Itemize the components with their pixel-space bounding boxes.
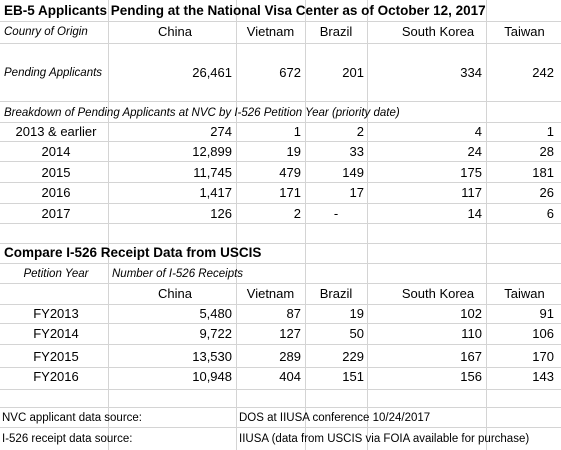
- compare-value: 170: [532, 349, 554, 364]
- compare-year: FY2013: [33, 306, 79, 321]
- breakdown-year: 2015: [41, 165, 71, 180]
- source-value: IIUSA (data from USCIS via FOIA available for purchase): [239, 433, 530, 445]
- pending-value: 242: [532, 65, 554, 80]
- compare-value: 127: [279, 326, 301, 341]
- breakdown-year: 2017: [41, 206, 71, 221]
- grid-line: [0, 344, 561, 345]
- grid-line: [0, 407, 561, 408]
- compare-value: 13,530: [192, 349, 232, 364]
- compare-value: 91: [539, 306, 554, 321]
- pending-label: Pending Applicants: [4, 67, 103, 79]
- breakdown-value: 1: [546, 124, 554, 139]
- compare-value: 151: [342, 369, 364, 384]
- breakdown-value: 2: [293, 206, 301, 221]
- breakdown-value: 12,899: [192, 144, 232, 159]
- country-header: Vietnam: [246, 286, 295, 301]
- country-header: Taiwan: [504, 24, 545, 39]
- grid-line: [0, 323, 561, 324]
- country-header-label: Counry of Origin: [4, 26, 88, 38]
- breakdown-year: 2013 & earlier: [15, 124, 97, 139]
- grid-line: [0, 161, 561, 162]
- source-value: DOS at IIUSA conference 10/24/2017: [239, 412, 431, 424]
- country-header: South Korea: [401, 24, 475, 39]
- pending-value: 201: [342, 65, 364, 80]
- compare-value: 404: [279, 369, 301, 384]
- grid-line: [0, 21, 561, 22]
- pending-value: 672: [279, 65, 301, 80]
- compare-year: FY2016: [33, 369, 79, 384]
- breakdown-value: -: [333, 206, 339, 221]
- breakdown-value: 26: [539, 185, 554, 200]
- compare-year: FY2014: [33, 326, 79, 341]
- breakdown-value: 14: [467, 206, 482, 221]
- grid-line: [0, 427, 561, 428]
- breakdown-value: 24: [467, 144, 482, 159]
- compare-value: 229: [342, 349, 364, 364]
- country-header: China: [158, 24, 192, 39]
- breakdown-value: 479: [279, 165, 301, 180]
- breakdown-value: 126: [210, 206, 232, 221]
- compare-value: 10,948: [192, 369, 232, 384]
- breakdown-value: 175: [460, 165, 482, 180]
- breakdown-title: Breakdown of Pending Applicants at NVC by I-526 Petition Year (priority date): [4, 107, 400, 119]
- compare-value: 156: [460, 369, 482, 384]
- grid-line: [0, 101, 561, 102]
- country-header: Brazil: [319, 286, 353, 301]
- breakdown-value: 117: [461, 185, 482, 200]
- grid-line: [0, 43, 561, 44]
- breakdown-value: 6: [546, 206, 554, 221]
- pending-value: 26,461: [192, 65, 232, 80]
- page-title: EB-5 Applicants Pending at the National Visa Center as of October 12, 2017: [4, 3, 486, 18]
- compare-value: 87: [286, 306, 301, 321]
- breakdown-value: 171: [279, 185, 301, 200]
- grid-line: [0, 182, 561, 183]
- petition-year-label: Petition Year: [23, 268, 89, 280]
- compare-value: 110: [461, 326, 482, 341]
- breakdown-value: 4: [474, 124, 482, 139]
- breakdown-value: 274: [210, 124, 232, 139]
- grid-line: [108, 0, 109, 450]
- grid-line: [0, 223, 561, 224]
- compare-value: 50: [349, 326, 364, 341]
- receipts-label: Number of I-526 Receipts: [112, 268, 244, 280]
- breakdown-value: 181: [532, 165, 554, 180]
- compare-value: 5,480: [199, 306, 232, 321]
- source-label: NVC applicant data source:: [2, 412, 142, 424]
- grid-line: [0, 283, 561, 284]
- grid-line: [0, 263, 561, 264]
- country-header: Brazil: [319, 24, 353, 39]
- compare-value: 143: [532, 369, 554, 384]
- grid-line: [0, 141, 561, 142]
- compare-value: 106: [532, 326, 554, 341]
- breakdown-value: 28: [539, 144, 554, 159]
- compare-value: 102: [460, 306, 482, 321]
- breakdown-value: 1,417: [199, 185, 232, 200]
- breakdown-value: 33: [349, 144, 364, 159]
- compare-value: 289: [279, 349, 301, 364]
- breakdown-value: 149: [342, 165, 364, 180]
- breakdown-value: 1: [293, 124, 301, 139]
- breakdown-year: 2016: [41, 185, 71, 200]
- compare-title: Compare I-526 Receipt Data from USCIS: [4, 245, 262, 260]
- compare-year: FY2015: [33, 349, 79, 364]
- pending-value: 334: [460, 65, 482, 80]
- compare-value: 19: [349, 306, 364, 321]
- grid-line: [0, 203, 561, 204]
- compare-value: 9,722: [199, 326, 232, 341]
- breakdown-value: 17: [349, 185, 364, 200]
- country-header: Taiwan: [504, 286, 545, 301]
- country-header: Vietnam: [246, 24, 295, 39]
- grid-line: [0, 389, 561, 390]
- breakdown-value: 2: [356, 124, 364, 139]
- compare-value: 167: [460, 349, 482, 364]
- country-header: China: [158, 286, 192, 301]
- breakdown-value: 19: [286, 144, 301, 159]
- country-header: South Korea: [401, 286, 475, 301]
- source-label: I-526 receipt data source:: [2, 433, 133, 445]
- breakdown-value: 11,745: [193, 165, 232, 180]
- breakdown-year: 2014: [41, 144, 71, 159]
